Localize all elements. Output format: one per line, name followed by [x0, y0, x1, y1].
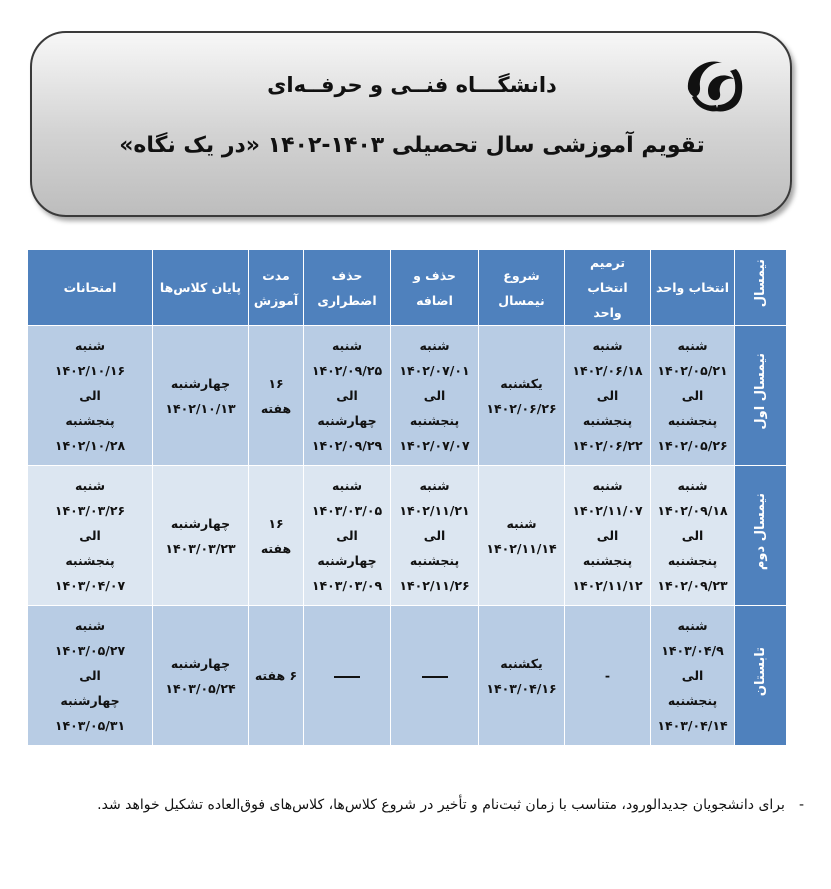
bullet-marker: - — [798, 797, 804, 813]
semester-label: نیمسال دوم — [735, 466, 787, 606]
empty-dash — [334, 676, 360, 678]
table-row — [28, 606, 787, 746]
add-drop-cell: شنبه ۱۴۰۲/۱۱/۲۱ الی پنجشنبه ۱۴۰۲/۱۱/۲۶ — [391, 466, 479, 606]
university-name: دانشگـــاه فنــی و حرفــه‌ای — [267, 73, 557, 97]
empty-dash — [422, 676, 448, 678]
exams-cell: شنبه ۱۴۰۲/۱۰/۱۶ الی پنجشنبه ۱۴۰۲/۱۰/۲۸ — [28, 326, 153, 466]
university-logo-icon — [678, 51, 750, 123]
add-drop-window-cell: شنبه ۱۴۰۲/۰۶/۱۸ الی پنجشنبه ۱۴۰۲/۰۶/۲۲ — [565, 326, 651, 466]
emergency-drop-cell: شنبه ۱۴۰۲/۰۹/۲۵ الی چهارشنبه ۱۴۰۲/۰۹/۲۹ — [304, 326, 391, 466]
header-semester: نیمسال — [735, 250, 787, 326]
header-add-drop: حذف و اضافه — [391, 250, 479, 326]
exams-cell: شنبه ۱۴۰۳/۰۵/۲۷ الی چهارشنبه ۱۴۰۳/۰۵/۳۱ — [28, 606, 153, 746]
course-selection-cell: شنبه ۱۴۰۲/۰۵/۲۱ الی پنجشنبه ۱۴۰۲/۰۵/۲۶ — [651, 326, 735, 466]
add-drop-cell: شنبه ۱۴۰۲/۰۷/۰۱ الی پنجشنبه ۱۴۰۲/۰۷/۰۷ — [391, 326, 479, 466]
semester-label: تابستان — [735, 606, 787, 746]
semester-label: نیمسال اول — [735, 326, 787, 466]
classes-end-cell: چهارشنبه ۱۴۰۲/۱۰/۱۳ — [153, 326, 249, 466]
academic-calendar-table — [27, 249, 787, 746]
emergency-drop-cell: شنبه ۱۴۰۳/۰۳/۰۵ الی چهارشنبه ۱۴۰۳/۰۳/۰۹ — [304, 466, 391, 606]
header-add-drop-window: ترمیم انتخاب واحد — [565, 250, 651, 326]
table-row — [28, 326, 787, 466]
classes-end-cell: چهارشنبه ۱۴۰۳/۰۵/۲۴ — [153, 606, 249, 746]
semester-start-cell: یکشنبه ۱۴۰۲/۰۶/۲۶ — [479, 326, 565, 466]
duration-cell: ۶ هفته — [249, 606, 304, 746]
footnote — [52, 790, 804, 820]
course-selection-cell: شنبه ۱۴۰۳/۰۴/۹ الی پنجشنبه ۱۴۰۳/۰۴/۱۴ — [651, 606, 735, 746]
semester-start-cell: شنبه ۱۴۰۲/۱۱/۱۴ — [479, 466, 565, 606]
header-emergency-drop: حذف اضطراری — [304, 250, 391, 326]
calendar-title: تقویم آموزشی سال تحصیلی ۱۴۰۳-۱۴۰۲ «در یک نگاه» — [119, 133, 705, 158]
duration-cell: ۱۶ هفته — [249, 466, 304, 606]
exams-cell: شنبه ۱۴۰۳/۰۳/۲۶ الی پنجشنبه ۱۴۰۳/۰۴/۰۷ — [28, 466, 153, 606]
semester-start-cell: یکشنبه ۱۴۰۳/۰۴/۱۶ — [479, 606, 565, 746]
header-classes-end: پایان کلاس‌ها — [153, 250, 249, 326]
add-drop-cell — [391, 606, 479, 746]
add-drop-window-cell: شنبه ۱۴۰۲/۱۱/۰۷ الی پنجشنبه ۱۴۰۲/۱۱/۱۲ — [565, 466, 651, 606]
table-header-row — [28, 250, 787, 326]
header-duration: مدت آموزش — [249, 250, 304, 326]
emergency-drop-cell — [304, 606, 391, 746]
add-drop-window-cell: - — [565, 606, 651, 746]
header-course-selection: انتخاب واحد — [651, 250, 735, 326]
header-exams: امتحانات — [28, 250, 153, 326]
footnote-text: برای دانشجویان جدیدالورود، متناسب با زمان ثبت‌نام و تأخیر در شروع کلاس‌ها، کلاس‌های فوق‌العاده تشکیل خواهد شد. — [97, 797, 785, 813]
header-semester-start: شروع نیمسال — [479, 250, 565, 326]
duration-cell: ۱۶ هفته — [249, 326, 304, 466]
title-banner — [30, 31, 792, 217]
classes-end-cell: چهارشنبه ۱۴۰۳/۰۳/۲۳ — [153, 466, 249, 606]
table-row — [28, 466, 787, 606]
course-selection-cell: شنبه ۱۴۰۲/۰۹/۱۸ الی پنجشنبه ۱۴۰۲/۰۹/۲۳ — [651, 466, 735, 606]
